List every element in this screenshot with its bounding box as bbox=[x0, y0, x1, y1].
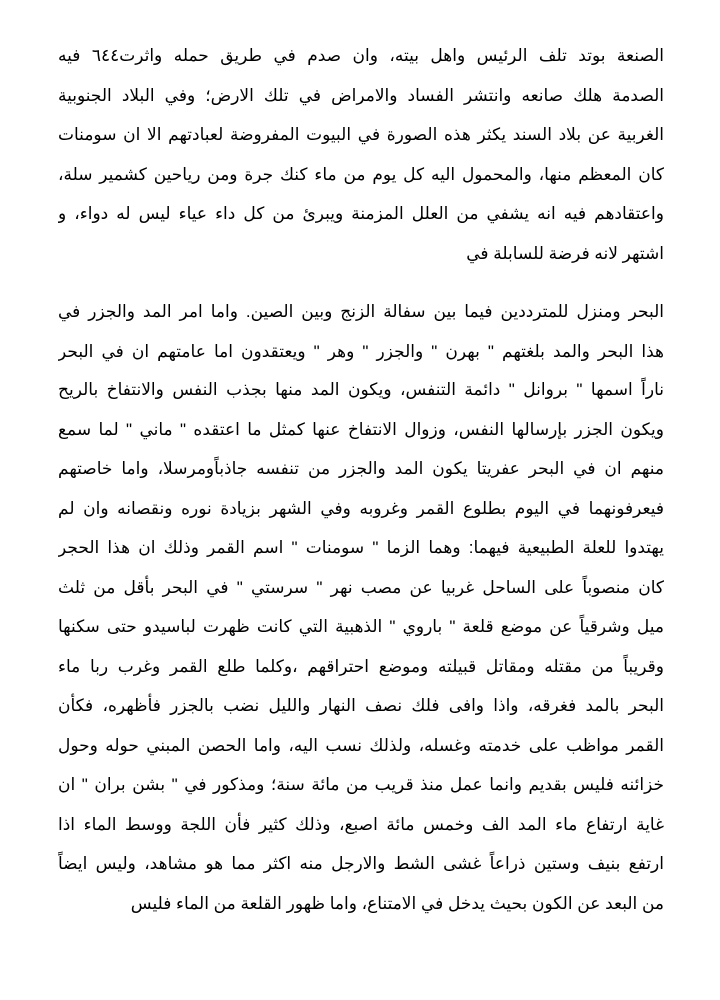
text-line: الغربية عن بلاد السند يكثر هذه الصورة في البيوت المفروضة لعبادتهم الا ان سومنات bbox=[58, 125, 664, 144]
text-line: ارتفع بنيف وستين ذراعاً غشى الشط والارجل منه اكثر مما هو مشاهد، وليس ايضاً bbox=[58, 854, 664, 873]
text-line: الصنعة بوتد تلف الرئيس واهل بيته، وان صدم في طريق حمله واثرت٦٤٤ فيه bbox=[58, 46, 664, 65]
paragraph-2 bbox=[58, 292, 664, 371]
text-line: من البعد عن الكون بحيث يدخل في الامتناع، واما ظهور القلعة من الماء فليس bbox=[130, 893, 664, 913]
text-line: اشتهر لانه فرضة للسابلة في bbox=[466, 243, 664, 263]
text-line: الصدمة هلك صانعه وانتشر الفساد والامراض في تلك الارض؛ وفي البلاد الجنوبية bbox=[58, 85, 664, 105]
text-line: كان منصوباً على الساحل غربيا عن مصب نهر " سرستي " في البحر بأقل من ثلث bbox=[58, 577, 664, 597]
text-line: هذا البحر والمد بلغتهم " بهرن " والجزر " وهر " ويعتقدون اما عامتهم ان في البحر bbox=[58, 341, 664, 361]
text-line: ويكون الجزر بإرسالها النفس، وزوال الانتفاخ عنها كمثل ما اعتقده " ماني " لما سمع bbox=[58, 419, 664, 439]
text-line: ناراًَ اسمها " بروانل " دائمة التنفس، ويكون المد منها بجذب النفس والانتفاخ بالريح bbox=[58, 380, 664, 399]
text-line: البحر بالمد فغرقه، واذا وافى فلك نصف النهار والليل نضب بالجزر فأظهره، فكأن bbox=[58, 696, 664, 715]
text-line: فيعرفونهما في اليوم بطلوع القمر وغروبه وفي الشهر بزيادة نوره ونقصانه وان لم bbox=[58, 498, 664, 518]
paragraph-3 bbox=[58, 370, 664, 923]
text-line: غاية ارتفاع ماء المد الف وخمس مائة اصبع، وذلك كثير فأن اللجة ووسط الماء اذا bbox=[58, 814, 664, 834]
text-line: يهتدوا للعلة الطبيعية فيهما: وهما الزما " سومنات " اسم القمر وذلك ان هذا الحجر bbox=[58, 538, 664, 557]
text-line: ميل وشرقياً عن موضع قلعة " باروي " الذهبية التي كانت ظهرت لباسيدو حتى سكنها bbox=[58, 617, 664, 636]
text-line: القمر مواظب على خدمته وغسله، ولذلك نسب اليه، واما الحصن المبني حوله وحول bbox=[58, 735, 664, 755]
text-line: واعتقادهم فيه انه يشفي من العلل المزمنة ويبرئ من كل داء عياء ليس له دواء، و bbox=[58, 204, 664, 223]
text-line: منهم ان في البحر عفريتا يكون المد والجزر من تنفسه جاذباًومرسلا، واما خاصتهم bbox=[58, 459, 664, 478]
text-line: البحر ومنزل للمترددين فيما بين سفالة الزنج وبين الصين. واما امر المد والجزر في bbox=[58, 302, 664, 321]
text-line: خزائنه فليس بقديم وانما عمل منذ قريب من مائة سنة؛ ومذكور في " بشن بران " ان bbox=[58, 775, 664, 794]
text-line: وقريباً من مقتله ومقاتل قبيلته وموضع احتراقهم ،وكلما طلع القمر وغرب ربا ماء bbox=[58, 656, 664, 676]
text-line: كان المعظم منها، والمحمول اليه كل يوم من ماء كنك جرة ومن رياحين كشمير سلة، bbox=[58, 164, 664, 184]
paragraph-1 bbox=[58, 36, 664, 273]
